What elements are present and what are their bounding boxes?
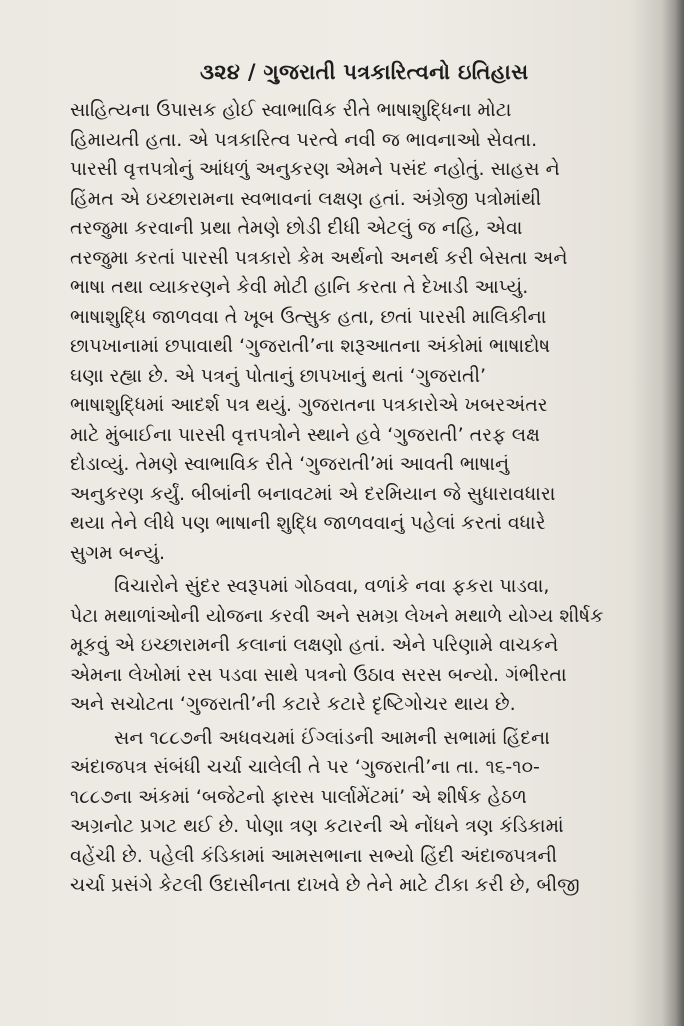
text-line: સુગમ બન્યું. — [70, 541, 166, 564]
text-line: અનુકરણ કર્યું. બીબાંની બનાવટમાં એ દરમિયાન જે સુધારાવધારા — [70, 482, 556, 505]
text-line: અંદાજપત્ર સંબંધી ચર્ચા ચાલેલી તે પર ‘ગુજરાતી’ના તા. ૧૬-૧૦- — [70, 756, 540, 778]
text-line: હિંમત એ ઇચ્છારામના સ્વભાવનાં લક્ષણ હતાં. અંગ્રેજી પત્રોમાંથી — [70, 187, 542, 210]
text-line: ભાષાશુદ્ધિમાં આદર્શ પત્ર થયું. ગુજરાતના પત્રકારોએ ખબરઅંતર — [70, 394, 548, 416]
text-line: વહેંચી છે. પહેલી કંડિકામાં આમસભાના સભ્યો હિંદી અંદાજપત્રની — [70, 844, 558, 867]
text-line: અગ્રનોટ પ્રગટ થઈ છે. પોણા ત્રણ કટારની એ નોંધને ત્રણ કંડિકામાં — [70, 815, 564, 837]
text-line: પારસી વૃત્તપત્રોનું આંધળું અનુકરણ એમને પસંદ નહોતું. સાહસ ને — [70, 158, 560, 180]
paragraph-3 — [70, 724, 666, 901]
text-line: દોડાવ્યું. તેમણે સ્વાભાવિક રીતે ‘ગુજરાતી’માં આવતી ભાષાનું — [70, 453, 510, 475]
page-header-title: ૩૨૪ / ગુજરાતી પત્રકારિત્વનો ઇતિહાસ — [200, 60, 529, 84]
text-line: ભાષા તથા વ્યાકરણને કેવી મોટી હાનિ કરતા તે દેખાડી આપ્યું. — [70, 276, 529, 298]
text-line: ઘણા રહ્યા છે. એ પત્રનું પોતાનું છાપખાનું થતાં ‘ગુજરાતી’ — [70, 364, 487, 387]
text-line: છાપખાનામાં છપાવાથી ‘ગુજરાતી’ના શરૂઆતના અંકોમાં ભાષાદોષ — [70, 335, 551, 357]
text-line: માટે મુંબાઈના પારસી વૃત્તપત્રોને સ્થાને હવે ‘ગુજરાતી’ તરફ લક્ષ — [70, 423, 540, 446]
page-header — [200, 60, 620, 85]
text-line: એમના લેખોમાં રસ પડવા સાથે પત્રનો ઉઠાવ સરસ બન્યો. ગંભીરતા — [70, 663, 567, 686]
text-line: તરજુમા કરવાની પ્રથા તેમણે છોડી દીધી એટલું જ નહિ, એવા — [70, 217, 523, 239]
paragraph-1 — [70, 96, 666, 568]
text-line: વિચારોને સુંદર સ્વરૂપમાં ગોઠવવા, વળાંકે નવા ફકરા પાડવા, — [114, 575, 550, 597]
text-line: ચર્ચા પ્રસંગે કેટલી ઉદાસીનતા દાખવે છે તેને માટે ટીકા કરી છે, બીજી — [70, 874, 580, 896]
text-line: સન ૧૮૮૭ની અધવચમાં ઈંગ્લાંડની આમની સભામાં હિંદના — [114, 726, 550, 749]
text-line: હિમાયતી હતા. એ પત્રકારિત્વ પરત્વે નવી જ ભાવનાઓ સેવતા. — [70, 128, 538, 151]
body-text — [70, 96, 666, 901]
text-line: ૧૮૮૭ના અંકમાં ‘બજેટનો ફારસ પાર્લામેંટમાં’ એ શીર્ષક હેઠળ — [70, 785, 527, 808]
text-line: મૂકવું એ ઇચ્છારામની કલાનાં લક્ષણો હતાં. એને પરિણામે વાચકને — [70, 634, 559, 656]
book-spine-shadow — [662, 0, 684, 1026]
text-line: તરજુમા કરતાં પારસી પત્રકારો કેમ અર્થનો અનર્થ કરી બેસતા અને — [70, 246, 568, 269]
text-line: સાહિત્યના ઉપાસક હોઈ સ્વાભાવિક રીતે ભાષાશુદ્ધિના મોટા — [70, 99, 512, 121]
text-line: થયા તેને લીધે પણ ભાષાની શુદ્ધિ જાળવવાનું પહેલાં કરતાં વધારે — [70, 512, 546, 534]
paragraph-2 — [70, 572, 666, 720]
text-line: ભાષાશુદ્ધિ જાળવવા તે ખૂબ ઉત્સુક હતા, છતાં પારસી માલિકીના — [70, 305, 547, 328]
text-line: અને સચોટતા ‘ગુજરાતી’ની કટારે કટારે દૃષ્ટિગોચર થાય છે. — [70, 693, 516, 715]
text-line: પેટા મથાળાંઓની યોજના કરવી અને સમગ્ર લેખને મથાળે યોગ્ય શીર્ષક — [70, 604, 604, 627]
